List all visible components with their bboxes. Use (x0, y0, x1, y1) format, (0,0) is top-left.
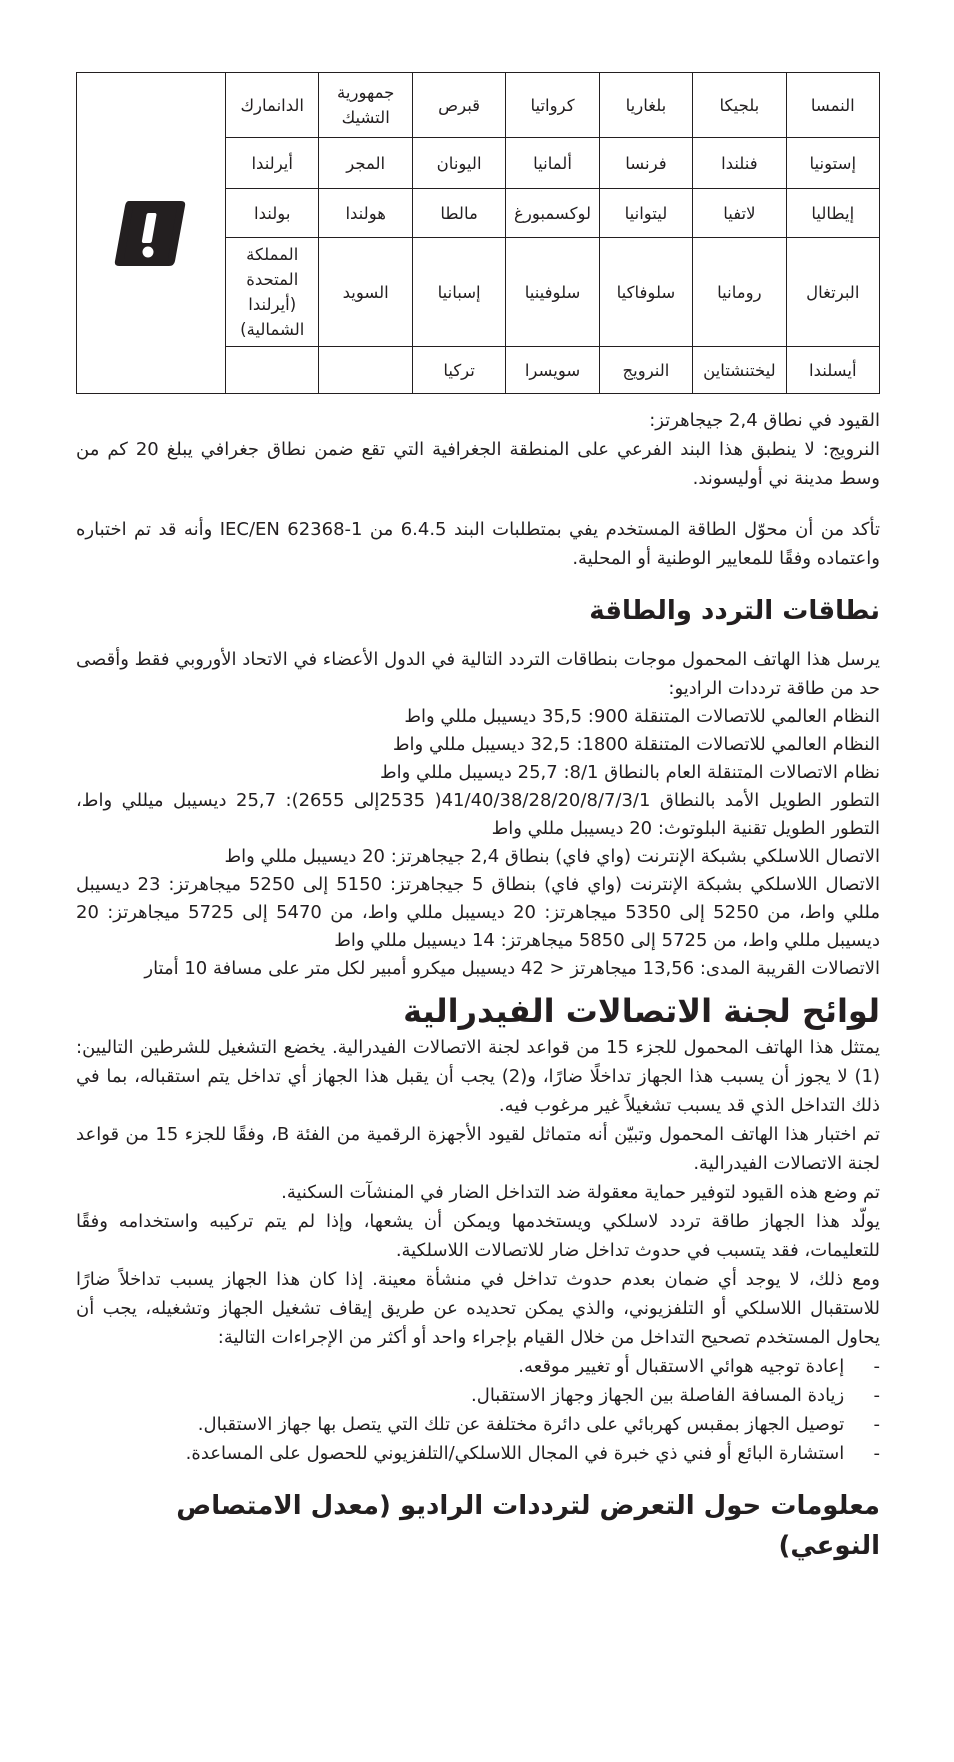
frequency-list (76, 703, 880, 983)
table-cell: فنلندا (693, 138, 786, 189)
table-cell: بولندا (226, 189, 319, 238)
table-cell: سويسرا (506, 347, 599, 394)
table-cell: ألمانيا (506, 138, 599, 189)
table-cell: إسبانيا (412, 238, 505, 347)
list-item: - توصيل الجهاز بمقبس كهربائي على دائرة مختلفة عن تلك التي يتصل بها جهاز الاستقبال. (197, 1414, 880, 1435)
table-cell: كرواتيا (506, 73, 599, 138)
table-cell: بلجيكا (693, 73, 786, 138)
table-cell: النرويج (599, 347, 692, 394)
table-cell: البرتغال (786, 238, 879, 347)
restriction-title: القيود في نطاق 2,4 جيجاهرتز: (649, 410, 880, 431)
table-cell (319, 347, 412, 394)
table-cell: تركيا (412, 347, 505, 394)
country-restrictions-table (76, 72, 880, 394)
table-cell: النمسا (786, 73, 879, 138)
table-cell: الدانمارك (226, 73, 319, 138)
table-cell: فرنسا (599, 138, 692, 189)
table-cell: هولندا (319, 189, 412, 238)
fcc-paragraph: يولّد هذا الجهاز طاقة تردد لاسلكي ويستخدمها ويمكن أن يشعها، وإذا لم يتم تركيبه واستخدامه وفقًا للتعليمات، فقد يتسبب في حدوث تداخل ضار للاتصالات اللاسلكية. (76, 1211, 880, 1261)
freq-line: النظام العالمي للاتصالات المتنقلة 1800: 32,5 ديسيبل مللي واط (392, 734, 880, 755)
fcc-paragraph: تم اختبار هذا الهاتف المحمول وتبيّن أنه متماثل لقيود الأجهزة الرقمية من الفئة B، وفقًا للجزء 15 من قواعد لجنة الاتصالات الفيدرالية. (76, 1124, 880, 1174)
fcc-paragraph: يمتثل هذا الهاتف المحمول للجزء 15 من قواعد لجنة الاتصالات الفيدرالية. يخضع التشغيل للشرطين التاليين: (1) لا يجوز أن يسبب هذا الجهاز تداخلًا ضارًا، و(2) يجب أن يقبل هذا الجهاز أي تداخل يتم استقباله، بما في ذلك التداخل الذي قد يسبب تشغيلاً غير مرغوب فيه. (76, 1037, 881, 1116)
table-cell: ليختنشتاين (693, 347, 786, 394)
freq-line: الاتصال اللاسلكي بشبكة الإنترنت (واي فاي) بنطاق 5 جيجاهرتز: 5150 إلى 5250 ميجاهرتز: 23 ديسيبل مللي واط، من 5250 إلى 5350 ميجاهرتز: 20 ديسيبل مللي واط، من 5470 إلى 5725 ميجاهرتز: 20 ديسيبل مللي واط، من 5725 إلى 5850 ميجاهرتز: 14 ديسيبل مللي واط (76, 874, 880, 951)
list-item: - زيادة المسافة الفاصلة بين الجهاز وجهاز الاستقبال. (471, 1385, 880, 1406)
freq-line: الاتصال اللاسلكي بشبكة الإنترنت (واي فاي) بنطاق 2,4 جيجاهرتز: 20 ديسيبل مللي واط (224, 846, 880, 867)
freq-line: نظام الاتصالات المتنقلة العام بالنطاق 8/1: 25,7 ديسيبل مللي واط (380, 762, 880, 783)
table-cell: المجر (319, 138, 412, 189)
frequency-intro: يرسل هذا الهاتف المحمول موجات بنطاقات التردد التالية في الدول الأعضاء في الاتحاد الأوروبي فقط وأقصى حد من طاقة ترددات الراديو: (76, 649, 880, 699)
table-cell: اليونان (412, 138, 505, 189)
adapter-note: تأكد من أن محوّل الطاقة المستخدم يفي بمتطلبات البند 6.4.5 من IEC/EN 62368-1 وأنه قد تم اختباره واعتماده وفقًا للمعايير الوطنية أو المحلية. (76, 519, 880, 569)
table-cell: جمهورية التشيك (319, 73, 412, 138)
icon-cell (77, 73, 226, 394)
table-cell: لاتفيا (693, 189, 786, 238)
table-cell: سلوفينيا (506, 238, 599, 347)
table-cell: إستونيا (786, 138, 879, 189)
section-heading-frequency: نطاقات التردد والطاقة (589, 596, 880, 626)
table-cell: رومانيا (693, 238, 786, 347)
table-cell: لوكسمبورغ (506, 189, 599, 238)
table-cell (226, 347, 319, 394)
restriction-norway: النرويج: لا ينطبق هذا البند الفرعي على المنطقة الجغرافية التي تقع ضمن نطاق جغرافي يبلغ 20 كم من وسط مدينة ني أوليسوند. (76, 439, 880, 489)
fcc-paragraph: تم وضع هذه القيود لتوفير حماية معقولة ضد التداخل الضار في المنشآت السكنية. (281, 1182, 880, 1203)
table-row (77, 73, 880, 138)
freq-line: التطور الطويل الأمد بالنطاق 41/40/38/28/20/8/7/3/1( 2535إلى 2655): 25,7 ديسيبل ميللي واط، التطور الطويل تقنية البلوتوث: 20 ديسيبل مللي واط (76, 790, 880, 839)
restriction-warning-icon (111, 195, 191, 271)
list-item: - استشارة البائع أو فني ذي خبرة في المجال اللاسلكي/التلفزيوني للحصول على المساعدة. (185, 1443, 880, 1464)
table-cell: ليتوانيا (599, 189, 692, 238)
table-cell: بلغاريا (599, 73, 692, 138)
table-cell: المملكة المتحدة (أيرلندا الشمالية) (226, 238, 319, 347)
section-heading-fcc: لوائح لجنة الاتصالات الفيدرالية (403, 992, 880, 1030)
table-cell: قبرص (412, 73, 505, 138)
table-cell: أيسلندا (786, 347, 879, 394)
table-cell: السويد (319, 238, 412, 347)
table-cell: مالطا (412, 189, 505, 238)
list-item: - إعادة توجيه هوائي الاستقبال أو تغيير موقعه. (518, 1356, 880, 1377)
document-page (76, 72, 880, 1566)
freq-line: الاتصالات القريبة المدى: 13,56 ميجاهرتز < 42 ديسيبل ميكرو أمبير لكل متر على مسافة 10 أمتار (144, 958, 880, 979)
table-cell: سلوفاكيا (599, 238, 692, 347)
fcc-actions-list (76, 1352, 880, 1468)
table-cell: إيطاليا (786, 189, 879, 238)
fcc-paragraph: ومع ذلك، لا يوجد أي ضمان بعدم حدوث تداخل في منشأة معينة. إذا كان هذا الجهاز يسبب تداخلاً ضارًا للاستقبال اللاسلكي أو التلفزيوني، والذي يمكن تحديده عن طريق إيقاف تشغيل الجهاز وتشغيله، يجب أن يحاول المستخدم تصحيح التداخل من خلال القيام بإجراء واحد أو أكثر من الإجراءات التالية: (76, 1269, 880, 1348)
freq-line: النظام العالمي للاتصالات المتنقلة 900: 35,5 ديسيبل مللي واط (404, 706, 880, 727)
table-cell: أيرلندا (226, 138, 319, 189)
section-heading-sar: معلومات حول التعرض لترددات الراديو (معدل الامتصاص النوعي) (176, 1491, 880, 1561)
